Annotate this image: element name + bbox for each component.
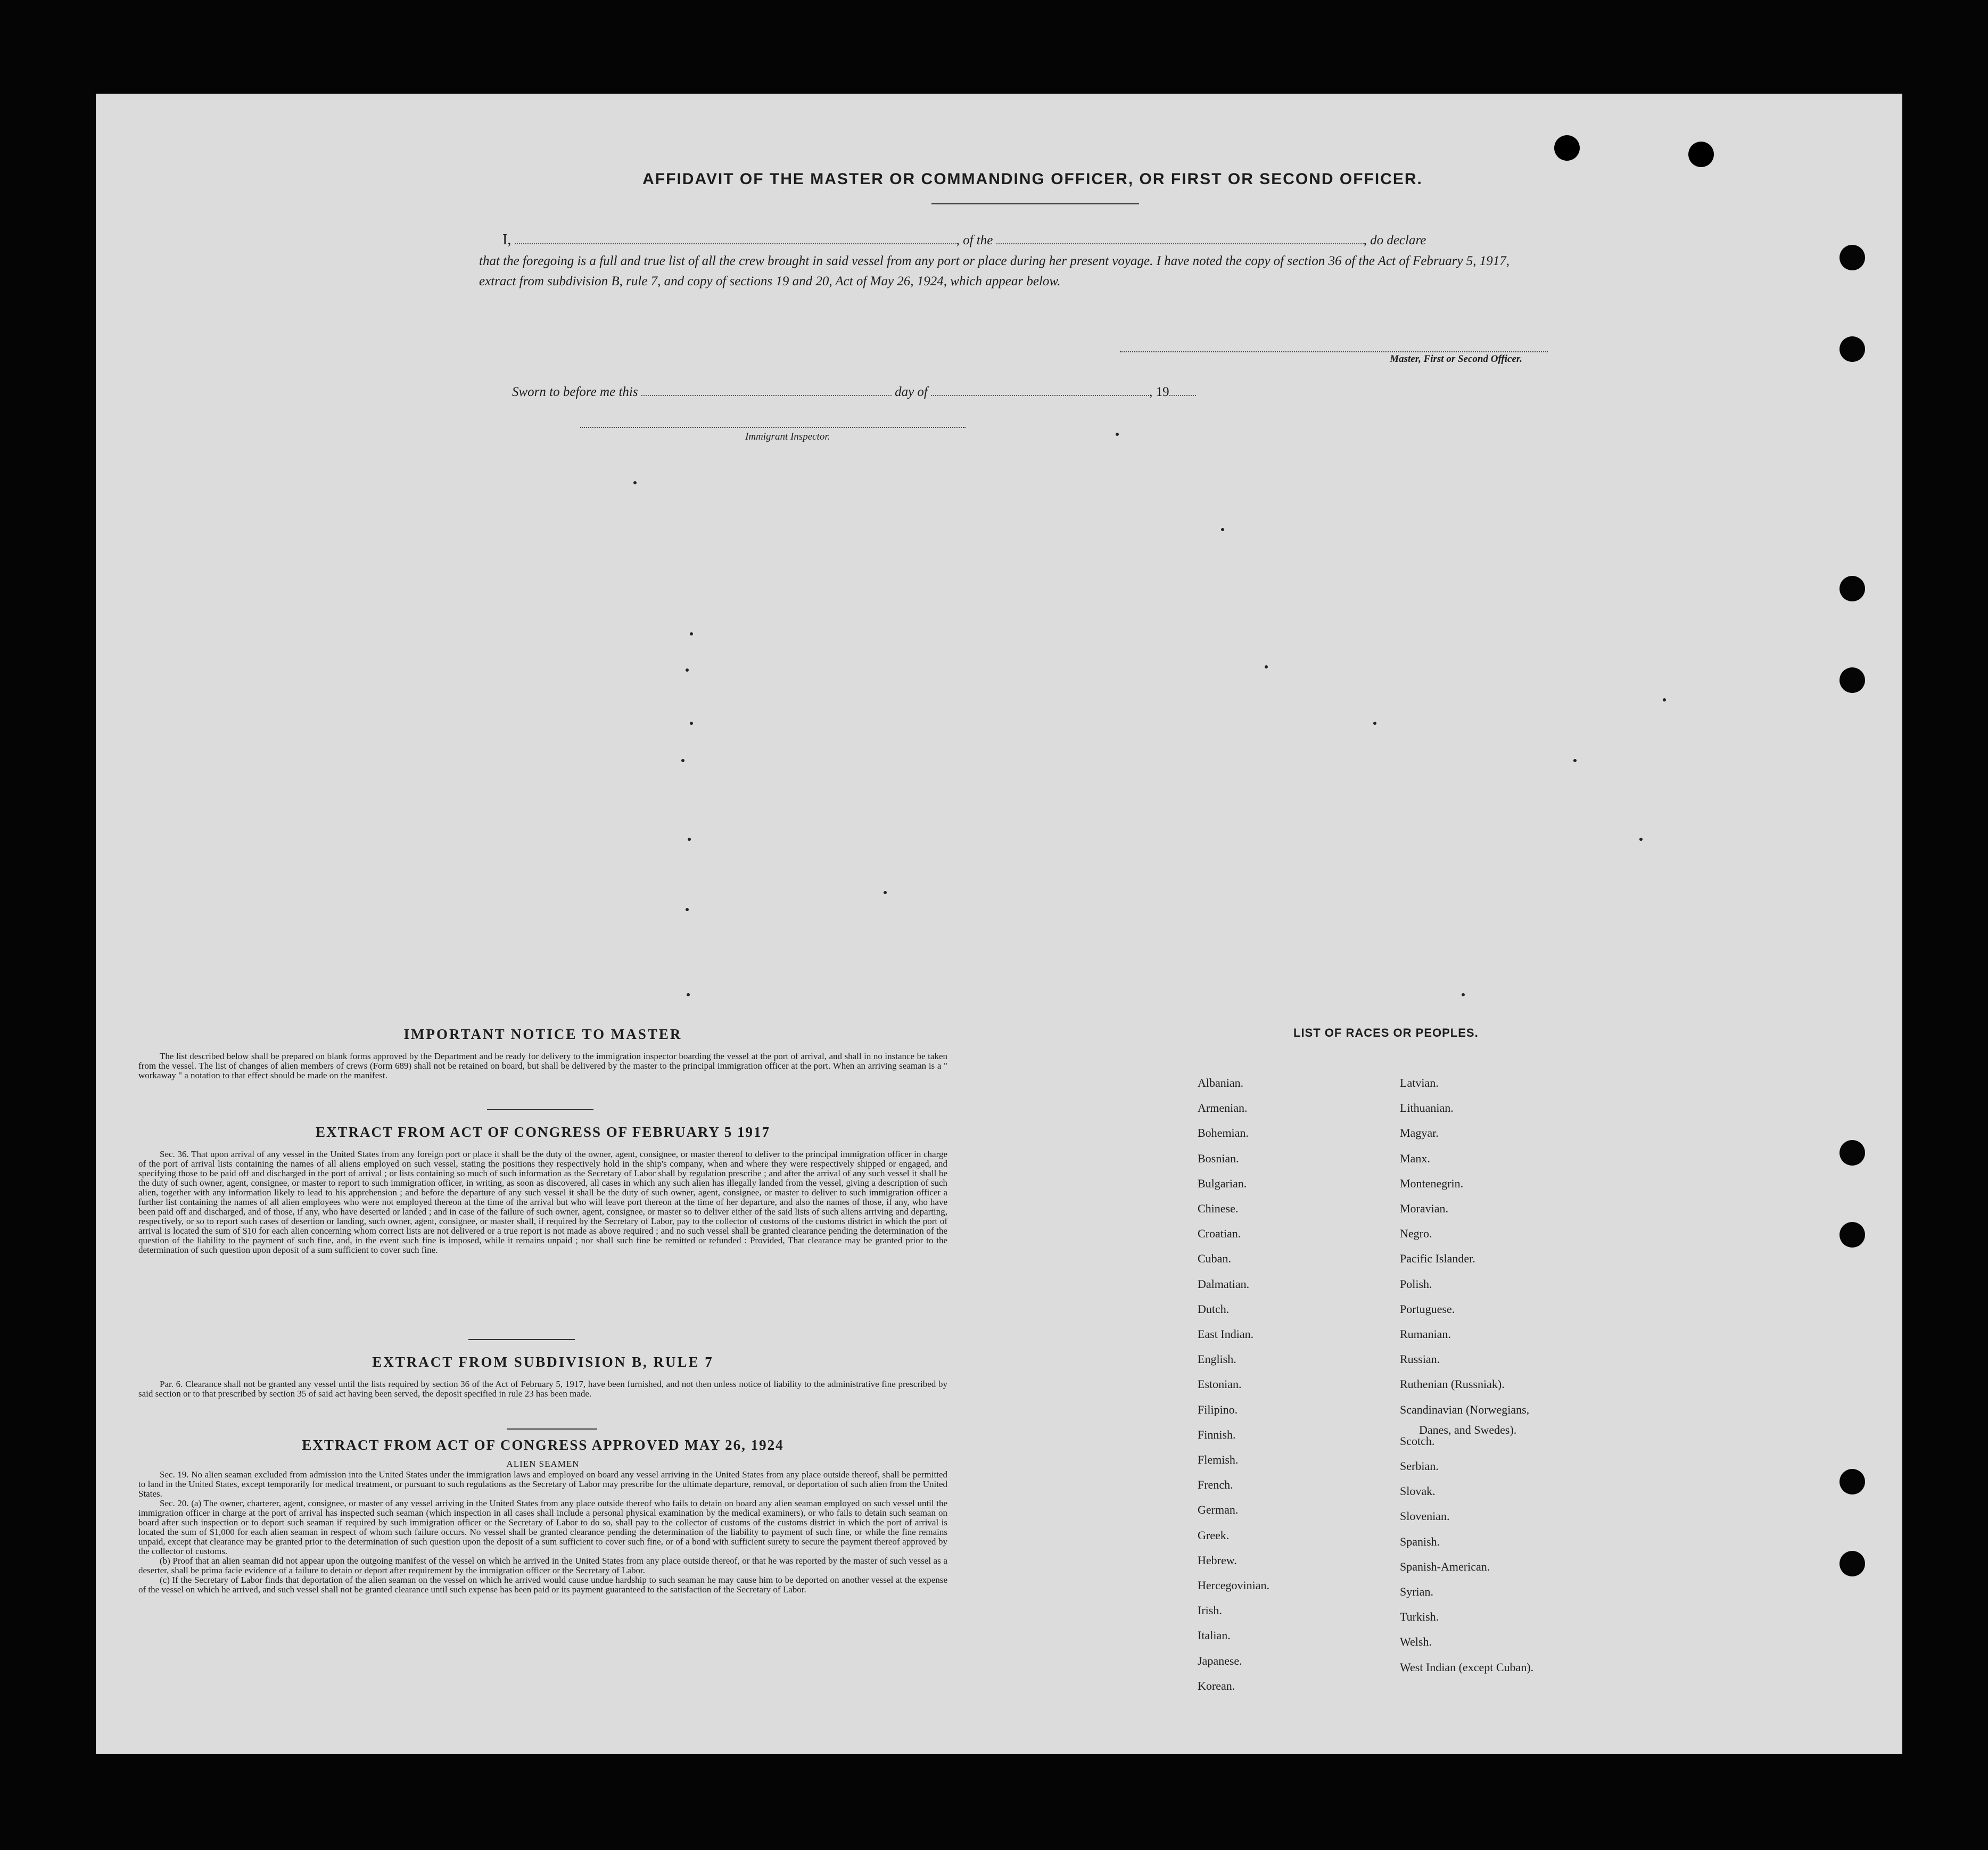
race-item: Dalmatian. — [1198, 1277, 1250, 1291]
speck — [681, 759, 684, 762]
divider — [468, 1339, 575, 1340]
year-label: , 19 — [1149, 385, 1169, 399]
speck — [1573, 759, 1577, 762]
races-title: LIST OF RACES OR PEOPLES. — [1293, 1026, 1479, 1039]
race-item: Filipino. — [1198, 1403, 1238, 1416]
race-item: Croatian. — [1198, 1227, 1241, 1240]
affidavit-title: AFFIDAVIT OF THE MASTER OR COMMANDING OFFICER, OR FIRST OR SECOND OFFICER. — [642, 170, 1423, 188]
punch-hole — [1839, 1469, 1865, 1494]
race-item: Spanish-American. — [1400, 1560, 1490, 1573]
title-underline — [931, 203, 1139, 204]
punch-hole — [1554, 135, 1580, 161]
punch-hole — [1839, 336, 1865, 362]
race-item: Dutch. — [1198, 1302, 1230, 1316]
section-20c-text: (c) If the Secretary of Labor finds that deportation of the alien seaman on the vessel on which he arrived would cause undue hardship to such seaman he may cause him to be deported on another vessel at the expense of the vessel on which he arrived, and such vessel shall not be granted clearance until such expense has been paid or its payment guaranteed to the satisfaction of the Secretary of Labor. — [138, 1575, 947, 1595]
race-item: Japanese. — [1198, 1654, 1242, 1667]
speck — [1373, 722, 1376, 725]
race-item: East Indian. — [1198, 1327, 1254, 1341]
race-item: Montenegrin. — [1400, 1177, 1464, 1190]
race-item: Danes, and Swedes). — [1419, 1423, 1517, 1436]
race-item: German. — [1198, 1503, 1239, 1516]
speck — [1221, 528, 1224, 531]
race-item: Armenian. — [1198, 1101, 1248, 1114]
race-item: Negro. — [1400, 1227, 1432, 1240]
important-notice-title: IMPORTANT NOTICE TO MASTER — [403, 1026, 682, 1042]
race-item: Slovenian. — [1400, 1509, 1450, 1523]
race-item: Greek. — [1198, 1529, 1230, 1542]
race-item: Hebrew. — [1198, 1554, 1237, 1567]
important-notice-text: The list described below shall be prepared on blank forms approved by the Department and be ready for delivery to the immigration inspector boarding the vessel at the port of arrival, and shall in no instance be taken from the vessel. The list of changes of alien members of crews (Form 689) shall not be retained on board, but shall be delivered by the master to the principal immigration officer at the port. When an arriving seaman is a " workaway " a notation to that effect should be made on the manifest. — [138, 1051, 947, 1080]
race-item: Moravian. — [1400, 1202, 1449, 1215]
race-item: Polish. — [1400, 1277, 1432, 1291]
speck — [686, 668, 689, 672]
extract-1924-title: EXTRACT FROM ACT OF CONGRESS APPROVED MAY 26, 1924 — [302, 1437, 784, 1453]
subdivision-b-title: EXTRACT FROM SUBDIVISION B, RULE 7 — [372, 1354, 714, 1370]
race-item: Slovak. — [1400, 1484, 1436, 1498]
speck — [688, 838, 691, 841]
subdivision-b-text: Par. 6. Clearance shall not be granted any vessel until the lists required by section 36 of the Act of February 5, 1917, have been furnished, and not then unless notice of liability to the administrative fine prescribed by said section or to that prescribed by section 35 of said act having been served, the deposit specified in rule 23 has been made. — [138, 1379, 947, 1399]
race-item: Rumanian. — [1400, 1327, 1451, 1341]
section-20a-text: Sec. 20. (a) The owner, charterer, agent, consignee, or master of any vessel arriving in the United States from any place outside thereof who fails to detain on board any alien seaman employed on such vessel until the immigration officer in charge at the port of arrival has inspected such seaman (which inspection in all cases shall include a personal physical examination by the medical examiners), or who fails to detain such seaman on board after such inspection or to deport such seaman if required by such immigration officer or the Secretary of Labor to do so, shall pay to the collector of customs of the customs district in which the port of arrival is located the sum of $1,000 for each alien seaman in respect of whom such failure occurs. No vessel shall be granted clearance pending the determination of the liability to payment of such fine, or while the fine remains unpaid, except that clearance may be granted prior to the determination of such question upon the deposit of a sum sufficient to cover such fine, or of a bond with sufficient surety to secure the payment thereof approved by the collector of customs. — [138, 1498, 947, 1556]
race-item: French. — [1198, 1478, 1233, 1491]
speck — [690, 722, 693, 725]
extract-1917-title: EXTRACT FROM ACT OF CONGRESS OF FEBRUARY 5 1917 — [315, 1124, 771, 1140]
race-item: Finnish. — [1198, 1428, 1236, 1441]
declarant-label: I, — [502, 232, 512, 248]
divider — [507, 1428, 597, 1430]
race-item: Chinese. — [1198, 1202, 1239, 1215]
speck — [1663, 698, 1666, 701]
race-item: Italian. — [1198, 1629, 1231, 1642]
declaration-first-line — [502, 230, 1549, 251]
sworn-label: Sworn to before me this — [512, 385, 638, 399]
race-item: Turkish. — [1400, 1610, 1439, 1623]
race-item: Bosnian. — [1198, 1152, 1239, 1165]
punch-hole — [1839, 1222, 1865, 1248]
race-item: Syrian. — [1400, 1585, 1433, 1598]
inspector-caption: Immigrant Inspector. — [745, 431, 830, 442]
speck — [690, 632, 693, 635]
section-20b-text: (b) Proof that an alien seaman did not appear upon the outgoing manifest of the vessel on which he arrived in the United States from any place outside thereof, or that he was reported by the master of such vessel as a deserter, shall be prima facie evidence of a failure to detain or deport after requirement by the immigration officer or the Secretary of Labor. — [138, 1556, 947, 1575]
punch-hole — [1839, 576, 1865, 601]
alien-seamen-subtitle: ALIEN SEAMEN — [506, 1459, 580, 1469]
master-signature-line[interactable] — [1120, 351, 1548, 352]
race-item: Serbian. — [1400, 1459, 1439, 1473]
inspector-signature-line[interactable] — [580, 427, 966, 428]
sworn-year-field[interactable] — [1169, 383, 1196, 396]
race-item: Portuguese. — [1400, 1302, 1455, 1316]
of-the-label: , of the — [956, 233, 993, 247]
race-item: Hercegovinian. — [1198, 1579, 1269, 1592]
declarant-name-field[interactable] — [515, 232, 956, 244]
sworn-month-field[interactable] — [931, 383, 1149, 396]
race-item: Scotch. — [1400, 1434, 1435, 1448]
punch-hole — [1839, 1140, 1865, 1166]
race-item: West Indian (except Cuban). — [1400, 1661, 1534, 1674]
sworn-line — [512, 382, 1196, 402]
speck — [884, 891, 887, 894]
speck — [633, 481, 637, 484]
speck — [1116, 433, 1119, 436]
race-item: Flemish. — [1198, 1453, 1239, 1466]
declaration-text: that the foregoing is a full and true list of all the crew brought in said vessel from any port or place during her present voyage. I have noted the copy of section 36 of the Act of February 5, 1917, extract from subdivision B, rule 7, and copy of sections 19 and 20, Act of May 26, 1924, which appear below. — [479, 254, 1509, 288]
day-of-label: day of — [895, 385, 928, 399]
extract-1917-text: Sec. 36. That upon arrival of any vessel in the United States from any foreign port or place it shall be the duty of the owner, agent, consignee, or master thereof to deliver to the principal immigration officer in charge of the port of arrival lists containing the names of all aliens employed on such vessel, stating the positions they respectively hold in the ship's company, when and where they were respectively shipped or engaged, and specifying those to be paid off and discharged in the port of arrival ; or lists containing so much of such information as the Secretary of Labor shall by regulation prescribe ; and after the arrival of any such vessel it shall be the duty of such owner, agent, consignee, or master to report to such immigration officer, in writing, as soon as discovered, all cases in which any such alien has illegally landed from the vessel, giving a description of such alien, together with any information likely to lead to his apprehension ; and before the departure of any such vessel it shall be the duty of such owner, agent, consignee, or master to deliver to such immigration officer a further list containing the names of all alien employees who were not employed thereon at the time of the arrival but who will leave port thereon at the time of her departure, and also the names of those, if any, who have been paid off and discharged, and of those, if any, who have deserted or landed ; and in case of the failure of such owner, agent, consignee, or master so to deliver either of the said lists of such aliens arriving and departing, respectively, or so to report such cases of desertion or landing, such owner, agent, consignee, or master shall, if required by the Secretary of Labor, pay to the collector of customs of the customs district in which the port of arrival is located the sum of $10 for each alien concerning whom correct lists are not delivered or a true report is not made as above required ; and no such vessel shall be granted clearance pending the determination of the question of the liability to the payment of such fine, and, in the event such fine is imposed, while it remains unpaid ; nor shall such fine be remitted or refunded : Provided, That clearance may be granted prior to the determination of such question upon deposit of a sum sufficient to cover such fine. — [138, 1149, 947, 1255]
master-signature-caption: Master, First or Second Officer. — [1390, 353, 1522, 365]
speck — [1639, 838, 1643, 841]
race-item: Ruthenian (Russniak). — [1400, 1377, 1505, 1391]
race-item: Russian. — [1400, 1352, 1440, 1366]
divider — [487, 1109, 593, 1110]
race-item: Magyar. — [1400, 1126, 1439, 1139]
do-declare-label: , do declare — [1363, 233, 1426, 247]
race-item: Korean. — [1198, 1679, 1235, 1692]
form-sheet — [96, 94, 1902, 1754]
race-item: Bohemian. — [1198, 1126, 1249, 1139]
race-item: Welsh. — [1400, 1635, 1432, 1648]
section-19-text: Sec. 19. No alien seaman excluded from admission into the United States under the immigration laws and employed on board any vessel arriving in the United States from any place outside thereof, shall be permitted to land in the United States, except temporarily for medical treatment, or pursuant to such regulations as the Secretary of Labor may prescribe for the ultimate departure, removal, or deportation of such alien from the United States. — [138, 1469, 947, 1499]
race-item: Scandinavian (Norwegians, — [1400, 1403, 1530, 1416]
race-item: English. — [1198, 1352, 1236, 1366]
race-item: Pacific Islander. — [1400, 1252, 1475, 1265]
punch-hole — [1688, 142, 1714, 167]
punch-hole — [1839, 245, 1865, 270]
extract-1924-sections — [138, 1470, 947, 1595]
race-item: Lithuanian. — [1400, 1101, 1454, 1114]
race-item: Irish. — [1198, 1604, 1222, 1617]
race-item: Albanian. — [1198, 1076, 1244, 1089]
punch-hole — [1839, 1551, 1865, 1576]
vessel-name-field[interactable] — [996, 232, 1364, 244]
race-item: Bulgarian. — [1198, 1177, 1247, 1190]
race-item: Latvian. — [1400, 1076, 1439, 1089]
sworn-day-field[interactable] — [641, 383, 892, 396]
race-item: Manx. — [1400, 1152, 1430, 1165]
speck — [1462, 993, 1465, 996]
race-item: Estonian. — [1198, 1377, 1242, 1391]
punch-hole — [1839, 667, 1865, 693]
race-item: Spanish. — [1400, 1535, 1440, 1548]
race-item: Cuban. — [1198, 1252, 1231, 1265]
speck — [686, 908, 689, 911]
speck — [1265, 665, 1268, 668]
speck — [687, 993, 690, 996]
